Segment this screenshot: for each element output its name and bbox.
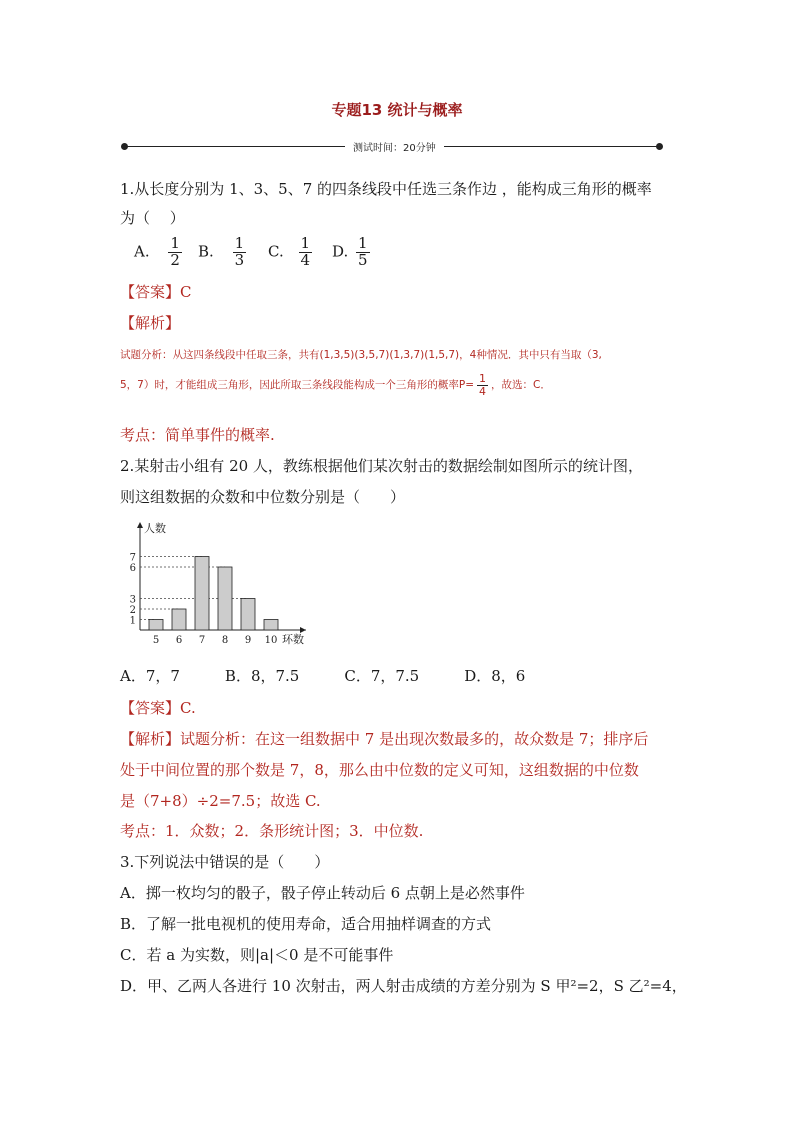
x-tick-label: 9: [244, 635, 252, 646]
test-time-label: 测试时间：20分钟: [345, 139, 444, 154]
y-tick-label: 6: [129, 563, 136, 574]
q2-stem-line2: 则这组数据的众数和中位数分别是（ ）: [120, 488, 406, 506]
q2-analysis-tag: 【解析】: [120, 730, 181, 748]
q1-analysis-tag: 【解析】: [120, 314, 181, 332]
q1-analysis-line2: 5，7）时，才能组成三角形，因此所取三条线段能构成一个三角形的概率P= $\frac{1}{4}$ ，故选：C．: [120, 372, 551, 398]
q1-option-a: A. $\frac{1}{2}$: [134, 234, 180, 269]
q2-analysis-line2: 处于中间位置的那个数是 7，8，那么由中位数的定义可知，这组数据的中位数: [120, 761, 639, 779]
y-tick-label: 7: [129, 552, 136, 564]
bar-7: [195, 557, 209, 631]
y-axis-arrow: [137, 522, 143, 528]
x-axis-label: 环数: [282, 633, 304, 646]
q3-option-d: D．甲、乙两人各进行 10 次射击，两人射击成绩的方差分别为 S 甲²=2，S 乙²=4，: [120, 977, 687, 995]
q3-stem: 3.下列说法中错误的是（ ）: [120, 853, 330, 871]
q1-option-c: C. $\frac{1}{4}$: [268, 234, 311, 269]
q1-answer-value: C: [180, 283, 192, 301]
q1-option-d: D. $\frac{1}{5}$: [332, 234, 368, 269]
q1-analysis-line1: 试题分析：从这四条线段中任取三条，共有(1,3,5)(3,5,7)(1,3,7)(1,5,7)，4种情况．其中只有当取（3,: [120, 349, 602, 361]
bar-10: [264, 620, 278, 631]
divider-dot-left: [121, 143, 128, 150]
q3-option-b: B．了解一批电视机的使用寿命，适合用抽样调查的方式: [120, 915, 492, 933]
x-tick-label: 7: [198, 635, 206, 646]
y-tick-label: 3: [129, 594, 136, 606]
x-tick-label: 10: [264, 635, 278, 646]
q1-answer-tag: 【答案】: [120, 283, 181, 301]
q1-stem-line2: 为（ ）: [120, 209, 185, 227]
x-tick-label: 6: [175, 635, 183, 646]
y-tick-label: 1: [129, 615, 136, 627]
page-title: 专题13 统计与概率: [331, 101, 463, 119]
q2-stem-line1: 2.某射击小组有 20 人，教练根据他们某次射击的数据绘制如图所示的统计图，: [120, 457, 643, 475]
q2-answer: [120, 697, 196, 718]
q2-point: 考点：1．众数；2．条形统计图；3．中位数.: [120, 822, 424, 840]
q1-option-b: B. $\frac{1}{3}$: [198, 234, 245, 269]
q1-answer: [120, 281, 192, 302]
q2-bar-chart: [120, 518, 320, 648]
q1-stem-line1: 1.从长度分别为 1、3、5、7 的四条线段中任选三条作边 ，能构成三角形的概率: [120, 180, 652, 198]
divider-dot-right: [656, 143, 663, 150]
x-tick-label: 5: [152, 635, 160, 646]
q2-options: A．7，7 B．8，7.5 C．7，7.5 D．8，6: [120, 667, 526, 685]
q1-point: 考点：简单事件的概率.: [120, 426, 275, 444]
q2-answer-value: C.: [180, 699, 196, 717]
y-tick-label: 2: [129, 605, 136, 616]
q2-analysis-line3: 是（7+8）÷2=7.5；故选 C.: [120, 792, 321, 810]
x-tick-label: 8: [221, 635, 229, 646]
bar-9: [241, 599, 255, 631]
q3-option-a: A．掷一枚均匀的骰子，骰子停止转动后 6 点朝上是必然事件: [120, 884, 525, 902]
q2-analysis-line1: 【解析】试题分析：在这一组数据中 7 是出现次数最多的，故众数是 7；排序后: [120, 730, 649, 748]
y-axis-label: 人数: [144, 522, 166, 535]
bar-6: [172, 609, 186, 630]
bar-5: [149, 620, 163, 631]
q2-answer-tag: 【答案】: [120, 699, 181, 717]
q3-option-c: C．若 a 为实数，则|a|＜0 是不可能事件: [120, 946, 394, 964]
bar-8: [218, 567, 232, 630]
